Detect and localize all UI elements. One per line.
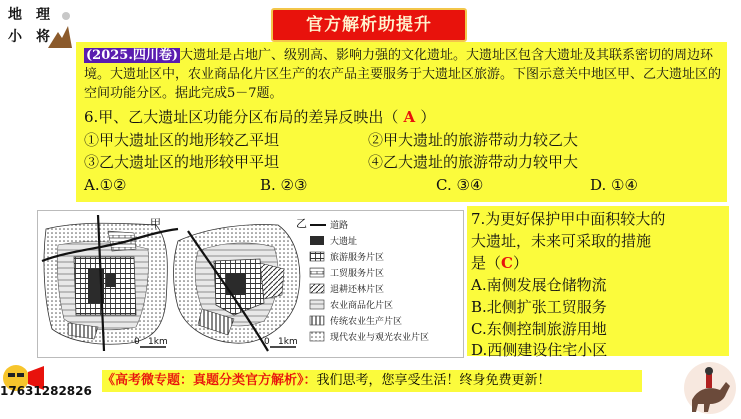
q7-option-b: B.北侧扩张工贸服务 — [471, 298, 607, 316]
legend-traditional-ag: 传统农业生产片区 — [330, 317, 403, 327]
legend-commercial-ag: 农业商品化片区 — [330, 301, 394, 311]
scale-km: 1km — [148, 337, 168, 347]
logo-char: 将 — [36, 29, 50, 45]
q6-stem — [84, 106, 435, 128]
intro-paragraph — [84, 46, 724, 103]
legend-tourism: 旅游服务片区 — [330, 253, 385, 263]
q6-choice-a: A.①② — [84, 176, 127, 194]
q7-stem-line2: 大遗址，未来可采取的措施 — [471, 232, 652, 250]
map-jia-label: 甲 — [150, 217, 161, 230]
mountain-icon — [48, 10, 72, 50]
page-banner: 官方解析助提升 — [271, 8, 467, 42]
scale-km: 1km — [278, 337, 298, 347]
footer-slogan — [102, 370, 642, 392]
map-svg — [38, 211, 463, 357]
q7-panel — [467, 206, 729, 359]
legend-forest: 退耕还林片区 — [330, 285, 385, 295]
legend-modern-ag: 现代农业与观光农业片区 — [330, 333, 430, 343]
map-legend — [310, 219, 429, 343]
legend-site: 大遗址 — [330, 237, 358, 247]
q6-answer: A — [398, 108, 421, 126]
contact-phone: 17631282826 — [0, 384, 92, 398]
q6-choice-d: D. ①④ — [590, 176, 638, 194]
q7-stem-text: 是（ — [471, 254, 502, 272]
q6-stem-close: ） — [420, 108, 436, 126]
legend-industry: 工贸服务片区 — [330, 269, 385, 279]
map-yi-label: 乙 — [296, 217, 307, 230]
map-figure — [37, 210, 464, 358]
logo-char: 理 — [36, 7, 50, 23]
map-jia — [42, 215, 178, 351]
footer-title: 《高考微专题：真题分类官方解析》： — [102, 373, 317, 388]
q6-choice-c: C. ③④ — [436, 176, 484, 194]
q6-choice-b: B. ②③ — [260, 176, 308, 194]
q6-option-3: ③乙大遗址区的地形较甲平坦 — [84, 153, 280, 171]
q6-option-1: ①甲大遗址区的地形较乙平坦 — [84, 131, 280, 149]
horse-rider-icon — [680, 360, 738, 416]
source-tag: (2025.四川卷) — [86, 48, 179, 63]
map-yi — [174, 217, 308, 351]
q7-stem-close: ） — [512, 254, 528, 272]
scale-zero: 0 — [264, 337, 270, 347]
q7-answer: C — [501, 254, 513, 272]
q7-option-a: A.南侧发展仓储物流 — [471, 276, 607, 294]
q6-option-4: ④乙大遗址的旅游带动力较甲大 — [368, 153, 579, 171]
scale-zero: 0 — [134, 337, 140, 347]
legend-road: 道路 — [330, 221, 349, 231]
logo-char: 小 — [8, 29, 22, 45]
q7-option-d: D.西侧建设住宅小区 — [471, 341, 608, 359]
site-logo — [6, 4, 72, 50]
q7-stem-line1: 7.为更好保护甲中面积较大的 — [471, 210, 666, 228]
footer-text: 我们思考，您享受生活！终身免费更新！ — [316, 373, 551, 388]
q7-stem-line3 — [471, 252, 528, 273]
intro-text: 大遗址是占地广、级别高、影响力强的文化遗址。大遗址区包含大遗址及其联系密切的周边环境。大遗址区中，农业商品化片区生产的农产品主要服务于大遗址区旅游。下图示意关中地区甲、乙大遗址区的空间功能分区。据此完成5－7题。 — [84, 48, 722, 101]
q7-option-c: C.东侧控制旅游用地 — [471, 320, 607, 338]
logo-char: 地 — [8, 7, 22, 23]
q6-option-2: ②甲大遗址的旅游带动力较乙大 — [368, 131, 579, 149]
q6-stem-text: 6.甲、乙大遗址区功能分区布局的差异反映出（ — [84, 108, 399, 126]
